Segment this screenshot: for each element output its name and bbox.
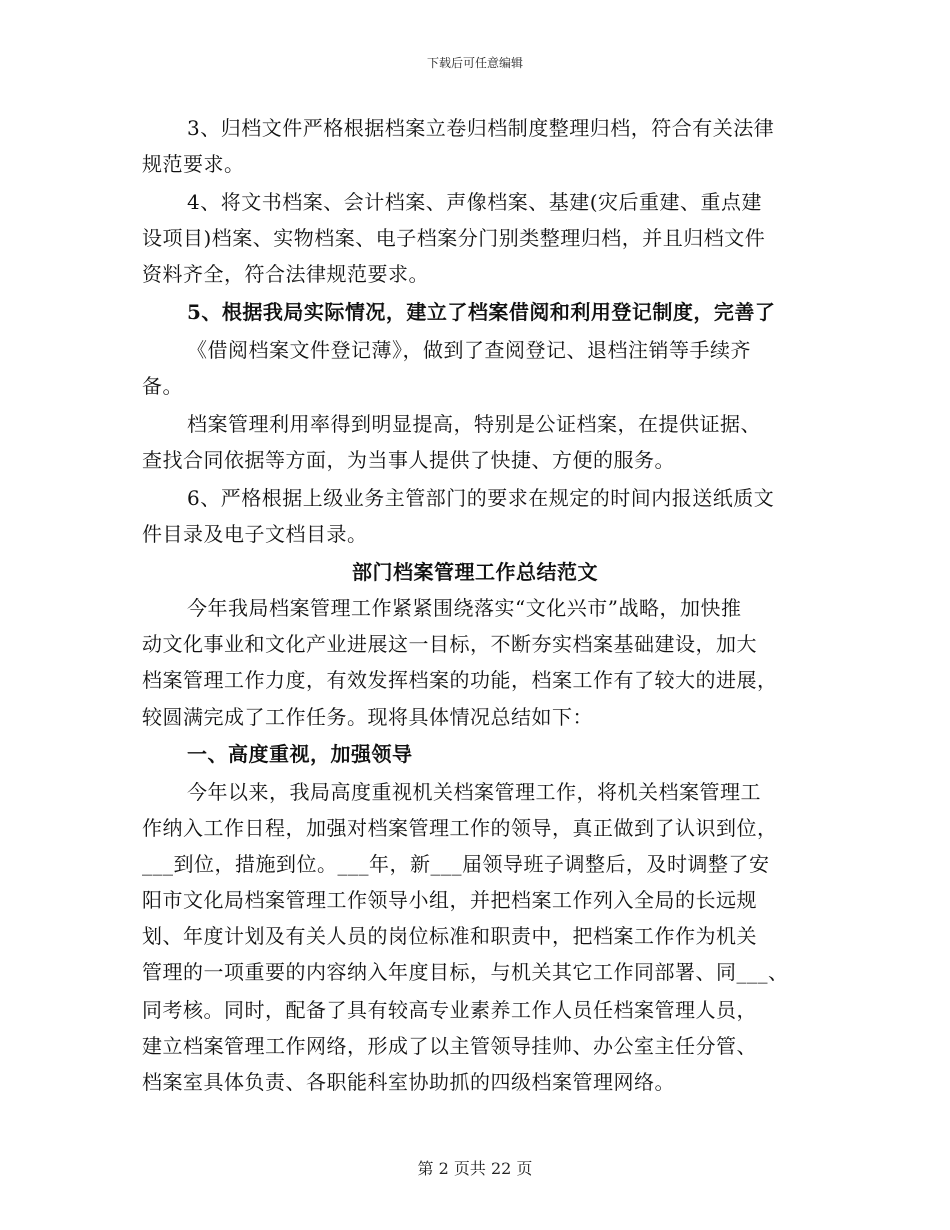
paragraph-line: 同考核。同时，配备了具有较高专业素养工作人员任档案管理人员， xyxy=(142,998,757,1022)
paragraph-line: 4、将文书档案、会计档案、声像档案、基建(灾后重建、重点建 xyxy=(187,190,763,214)
paragraph-line: 资料齐全，符合法律规范要求。 xyxy=(142,262,429,286)
paragraph-line: 件目录及电子文档目录。 xyxy=(142,522,368,546)
section-title: 部门档案管理工作总结范文 xyxy=(352,560,598,584)
paragraph-line: 《借阅档案文件登记薄》，做到了查阅登记、退档注销等手续齐 xyxy=(187,338,751,362)
paragraph-line: 今年我局档案管理工作紧紧围绕落实“文化兴市”战略，加快推 xyxy=(187,596,742,620)
paragraph-line: 查找合同依据等方面，为当事人提供了快捷、方便的服务。 xyxy=(142,448,675,472)
paragraph-line: 管理的一项重要的内容纳入年度目标，与机关其它工作同部署、同___、 xyxy=(142,960,789,984)
paragraph-line: 建立档案管理工作网络，形成了以主管领导挂帅、办公室主任分管、 xyxy=(142,1034,757,1058)
paragraph-line: 档案管理工作力度，有效发挥档案的功能，档案工作有了较大的进展， xyxy=(142,668,778,692)
paragraph-line: ___到位，措施到位。___年，新___届领导班子调整后，及时调整了安 xyxy=(142,852,770,876)
paragraph-line: 作纳入工作日程，加强对档案管理工作的领导，真正做到了认识到位， xyxy=(142,816,778,840)
paragraph-line: 3、归档文件严格根据档案立卷归档制度整理归档，符合有关法律 xyxy=(187,116,775,140)
paragraph-line: 档案管理利用率得到明显提高，特别是公证档案，在提供证据、 xyxy=(187,412,761,436)
paragraph-line: 划、年度计划及有关人员的岗位标准和职责中，把档案工作作为机关 xyxy=(142,924,757,948)
paragraph-line: 规范要求。 xyxy=(142,152,245,176)
paragraph-line: 阳市文化局档案管理工作领导小组，并把档案工作列入全局的长远规 xyxy=(142,888,757,912)
paragraph-line: 今年以来，我局高度重视机关档案管理工作，将机关档案管理工 xyxy=(187,780,761,804)
paragraph-line: 设项目)档案、实物档案、电子档案分门别类整理归档，并且归档文件 xyxy=(142,226,766,250)
paragraph-line: 动文化事业和文化产业进展这一目标，不断夯实档案基础建设，加大 xyxy=(142,632,757,656)
subsection-heading: 一、高度重视，加强领导 xyxy=(187,742,413,766)
paragraph-line-bold: 5、根据我局实际情况，建立了档案借阅和利用登记制度，完善了 xyxy=(187,300,776,324)
paragraph-line: 6、严格根据上级业务主管部门的要求在规定的时间内报送纸质文 xyxy=(187,486,775,510)
paragraph-line: 较圆满完成了工作任务。现将具体情况总结如下： xyxy=(142,705,593,729)
paragraph-line: 备。 xyxy=(142,374,183,398)
page-header: 下载后可任意编辑 xyxy=(426,56,523,70)
page-footer: 第 2 页共 22 页 xyxy=(417,1159,533,1178)
paragraph-line: 档案室具体负责、各职能科室协助抓的四级档案管理网络。 xyxy=(142,1070,675,1094)
